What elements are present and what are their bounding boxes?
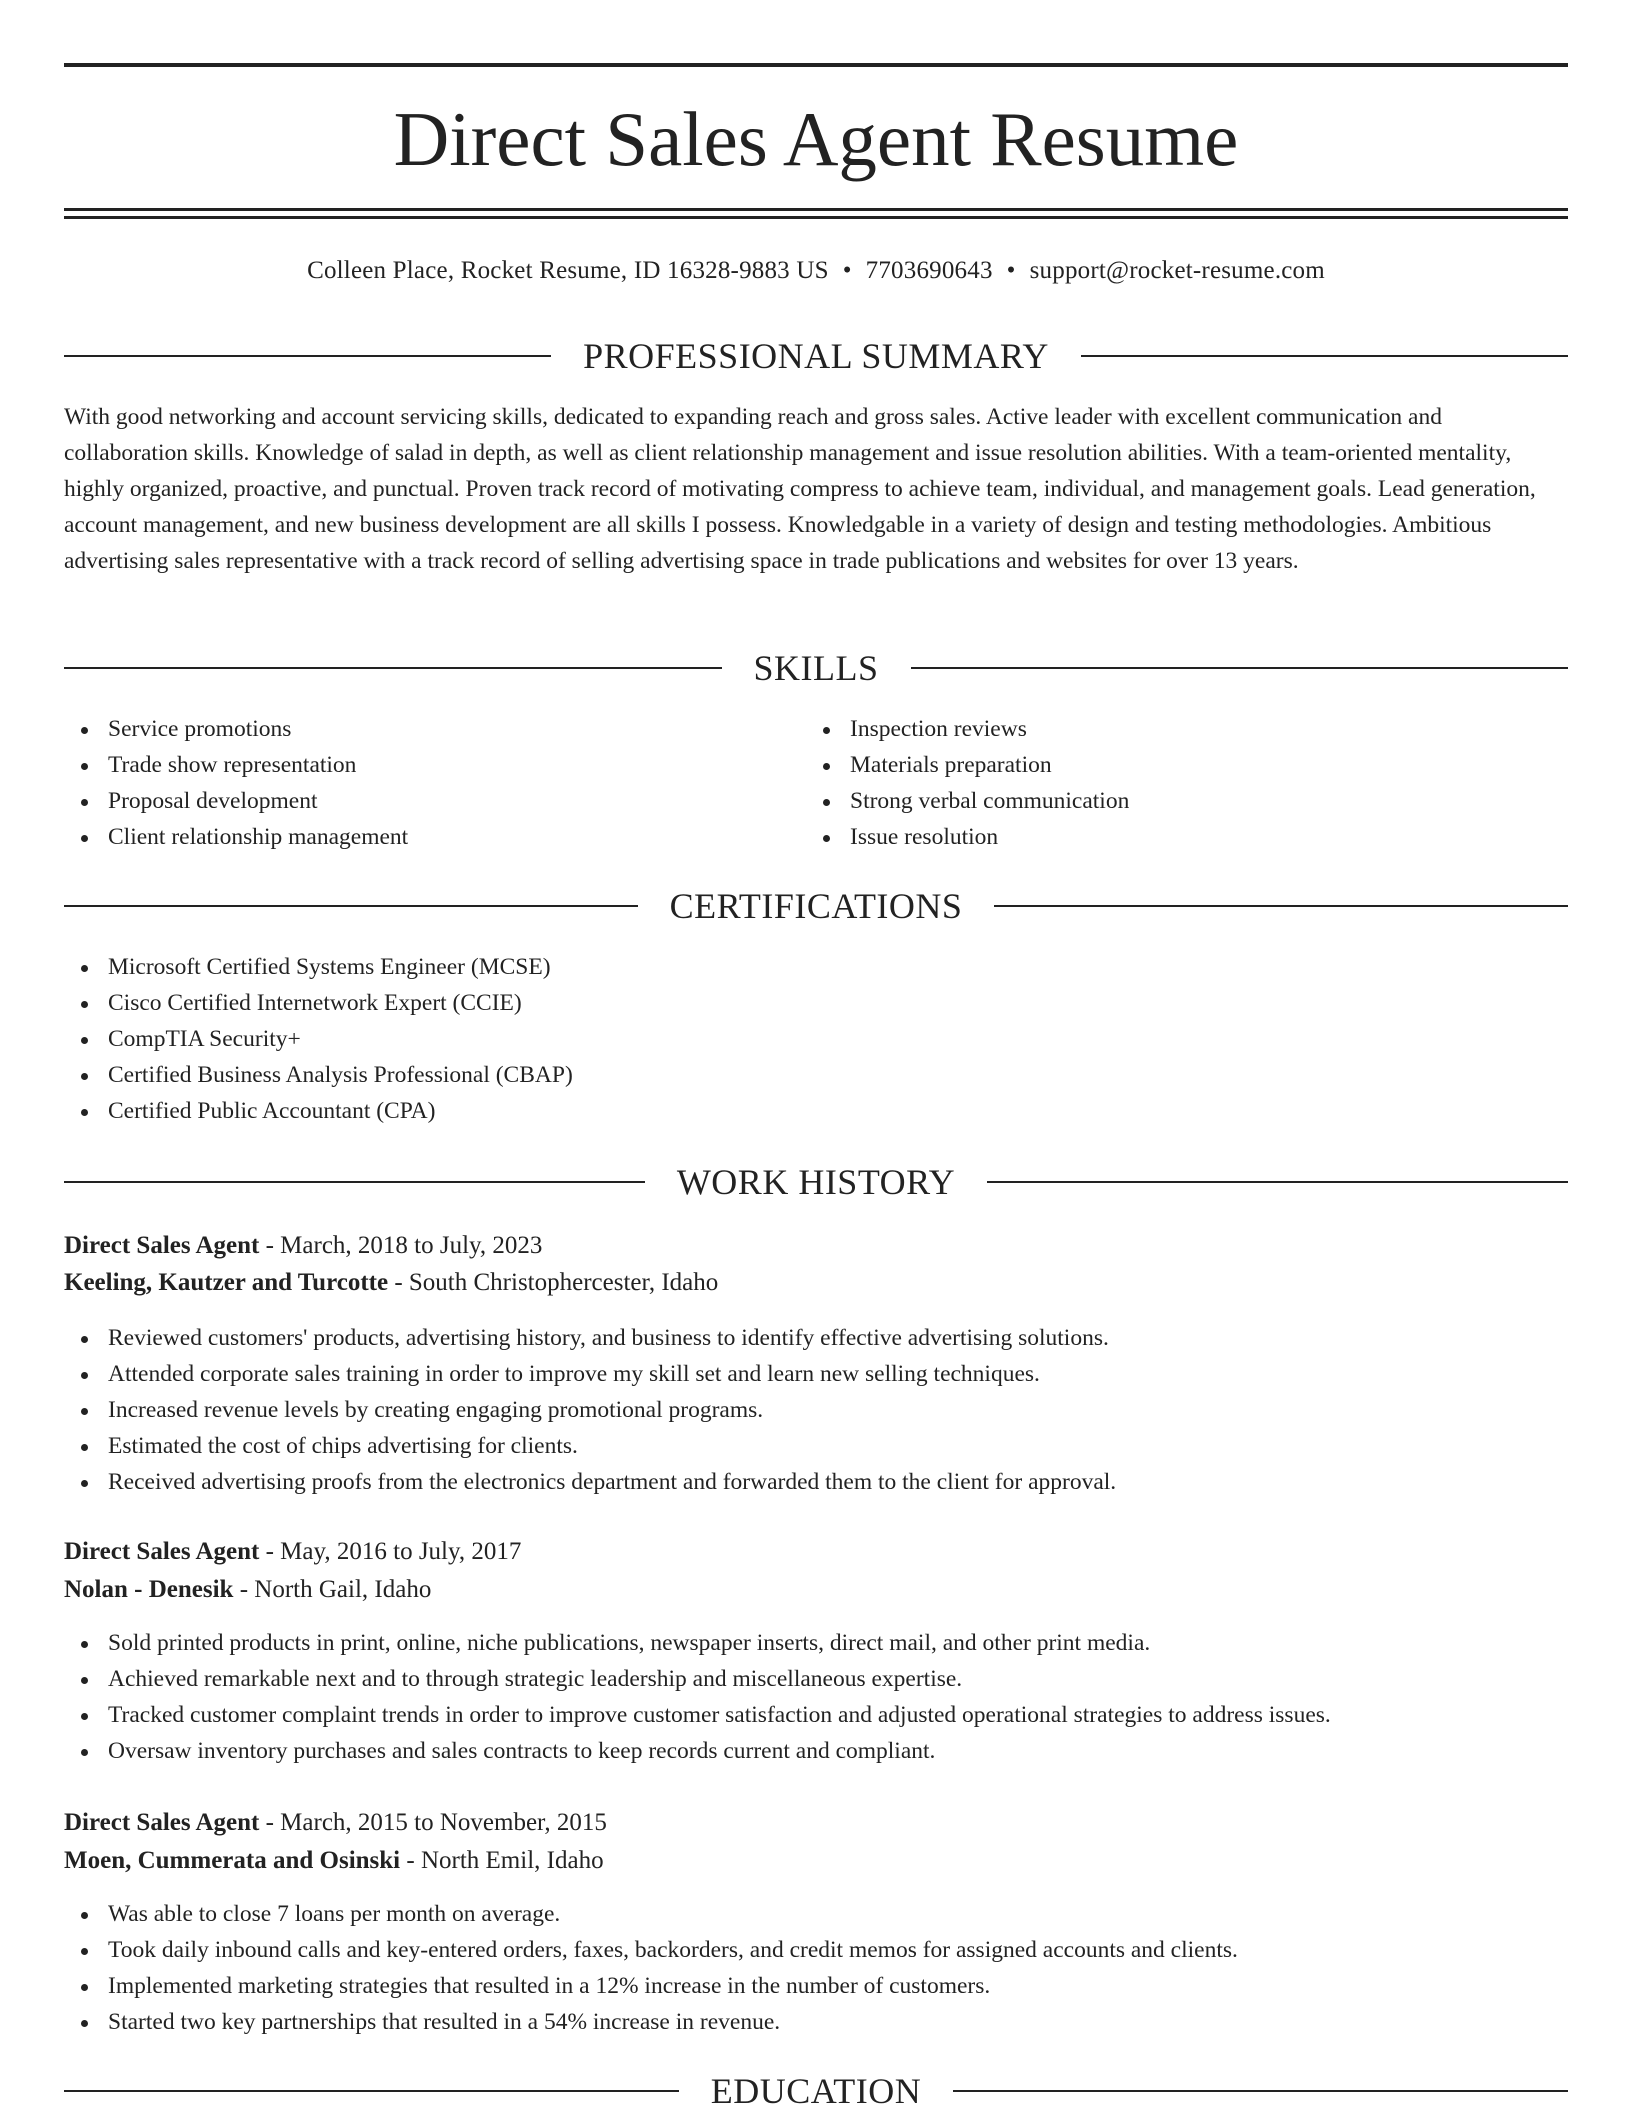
job-bullet: Implemented marketing strategies that resulted in a 12% increase in the number of customers. (64, 1968, 1238, 2004)
contact-address: Colleen Place, Rocket Resume, ID 16328-9883 US (307, 257, 829, 284)
certification-item: CompTIA Security+ (64, 1021, 573, 1057)
job-dates: - March, 2018 to July, 2023 (259, 1232, 543, 1259)
contact-separator: • (842, 257, 852, 284)
divider-line (987, 1181, 1568, 1183)
job-bullet: Sold printed products in print, online, niche publications, newspaper inserts, direct mail, and other print media. (64, 1625, 1331, 1661)
job-title: Direct Sales Agent (64, 1809, 260, 1836)
skill-item: Client relationship management (64, 819, 408, 855)
divider-line (64, 355, 551, 357)
skill-item: Inspection reviews (806, 711, 1129, 747)
company-location: - North Emil, Idaho (400, 1847, 604, 1874)
job-bullets (64, 1896, 1238, 2040)
job-title: Direct Sales Agent (64, 1232, 260, 1259)
job-bullet: Achieved remarkable next and to through strategic leadership and miscellaneous expertise. (64, 1661, 1331, 1697)
contact-email: support@rocket-resume.com (1029, 257, 1325, 284)
company-location: - South Christophercester, Idaho (388, 1269, 719, 1296)
title-rule-lower (64, 216, 1568, 219)
section-header-summary (64, 334, 1568, 378)
company-location: - North Gail, Idaho (233, 1576, 432, 1603)
contact-line (64, 254, 1568, 288)
section-header-work-history (64, 1160, 1568, 1204)
job-bullet: Reviewed customers' products, advertising history, and business to identify effective advertising solutions. (64, 1320, 1116, 1356)
divider-line (1081, 355, 1568, 357)
skill-item: Issue resolution (806, 819, 1129, 855)
summary-paragraph: With good networking and account servicing skills, dedicated to expanding reach and gross sales. Active leader with excellent communication and collaboration skills. Knowledge of salad in depth, as well as client relationship management and issue resolution abilities. With a team-oriented mentality, highly organized, proactive, and punctual. Proven track record of motivating compress to achieve team, individual, and management goals. Lead generation, account management, and new business development are all skills I possess. Knowledgable in a variety of design and testing methodologies. Ambitious advertising sales representative with a track record of selling advertising space in trade publications and websites for over 13 years. (64, 404, 1536, 574)
certification-item: Cisco Certified Internetwork Expert (CCIE) (64, 985, 573, 1021)
job-bullet: Was able to close 7 loans per month on average. (64, 1896, 1238, 1932)
divider-line (64, 1181, 645, 1183)
skill-item: Strong verbal communication (806, 783, 1129, 819)
certification-item: Certified Public Accountant (CPA) (64, 1093, 573, 1129)
skill-item: Proposal development (64, 783, 408, 819)
section-header-education (64, 2069, 1568, 2113)
job-bullet: Took daily inbound calls and key-entered orders, faxes, backorders, and credit memos for assigned accounts and clients. (64, 1932, 1238, 1968)
job-bullet: Oversaw inventory purchases and sales contracts to keep records current and compliant. (64, 1733, 1331, 1769)
divider-line (64, 905, 638, 907)
job-bullet: Attended corporate sales training in order to improve my skill set and learn new selling techniques. (64, 1356, 1116, 1392)
section-title: PROFESSIONAL SUMMARY (583, 336, 1049, 376)
job-bullet: Tracked customer complaint trends in order to improve customer satisfaction and adjusted operational strategies to address issues. (64, 1697, 1331, 1733)
title-rule-upper (64, 208, 1568, 211)
job-dates: - March, 2015 to November, 2015 (259, 1809, 607, 1836)
section-header-skills (64, 646, 1568, 690)
certification-item: Certified Business Analysis Professional (CBAP) (64, 1057, 573, 1093)
job-bullet: Estimated the cost of chips advertising for clients. (64, 1428, 1116, 1464)
section-header-certifications (64, 884, 1568, 928)
resume-title: Direct Sales Agent Resume (393, 96, 1239, 182)
job-title-line (64, 1534, 521, 1570)
section-title: CERTIFICATIONS (669, 886, 963, 926)
job-company-line (64, 1843, 604, 1879)
skill-item: Materials preparation (806, 747, 1129, 783)
company-name: Moen, Cummerata and Osinski (64, 1847, 401, 1874)
company-name: Keeling, Kautzer and Turcotte (64, 1269, 389, 1296)
divider-line (911, 667, 1569, 669)
divider-line (64, 667, 722, 669)
job-company-line (64, 1265, 718, 1301)
divider-line (64, 2090, 679, 2092)
contact-separator: • (1006, 257, 1016, 284)
divider-line (953, 2090, 1568, 2092)
certifications-list (64, 949, 573, 1129)
job-company-line (64, 1572, 431, 1608)
section-title: SKILLS (753, 648, 879, 688)
job-bullets (64, 1625, 1331, 1769)
job-bullet: Started two key partnerships that resulted in a 54% increase in revenue. (64, 2004, 1238, 2040)
section-title: WORK HISTORY (676, 1162, 956, 1202)
skills-list-right (806, 711, 1129, 855)
skills-list-left (64, 711, 408, 855)
certification-item: Microsoft Certified Systems Engineer (MCSE) (64, 949, 573, 985)
job-bullets (64, 1320, 1116, 1500)
contact-phone: 7703690643 (865, 257, 993, 284)
job-title-line (64, 1228, 542, 1264)
job-bullet: Increased revenue levels by creating engaging promotional programs. (64, 1392, 1116, 1428)
skill-item: Service promotions (64, 711, 408, 747)
job-title: Direct Sales Agent (64, 1538, 260, 1565)
job-bullet: Received advertising proofs from the electronics department and forwarded them to the client for approval. (64, 1464, 1116, 1500)
section-title: EDUCATION (710, 2071, 922, 2111)
job-dates: - May, 2016 to July, 2017 (259, 1538, 522, 1565)
job-title-line (64, 1805, 607, 1841)
skill-item: Trade show representation (64, 747, 408, 783)
divider-line (994, 905, 1568, 907)
top-rule (64, 63, 1568, 67)
company-name: Nolan - Denesik (64, 1576, 234, 1603)
